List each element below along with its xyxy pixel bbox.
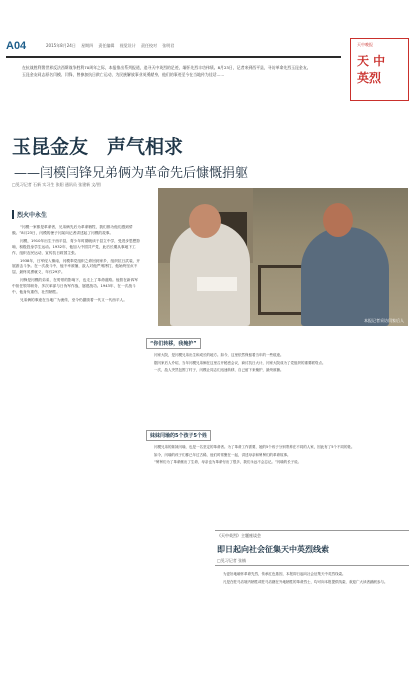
header-meta [46,43,178,49]
notice-title: 即日起向社会征集天中英烈线索 [217,545,329,554]
notice-byline: □见习记者 张楠 [217,558,247,563]
notice-paragraph: 凡是在驻马店境内牺牲或驻马店籍在外地牺牲的革命烈士，均可向本报提供线索，欢迎广大读者踊跃参与。 [223,579,388,584]
left-paragraph: 兄弟俩的事迹在当地广为流传，至今仍激励着一代又一代西平人。 [20,297,127,302]
section-title [357,53,385,87]
section-heading: “你们转移，我掩护” [146,338,201,349]
right-paragraph: 一次，敌人突然包围了村子，闫模让同志们迅速转移，自己留下来掩护，最终被捕。 [154,368,284,373]
notice-article [215,572,409,667]
photo-chair [258,265,304,315]
left-paragraph: 1938年，日军侵入豫南，闫模奉党组织之命回到家乡，组织抗日武装，开展游击斗争。在一次战斗中，他不幸被捕，敌人对他严刑拷打，他始终坚贞不屈，最终英勇就义，年仅29岁。 [12,258,141,275]
meta-item: 责任校对 [140,43,157,48]
left-paragraph: 闫模，1910年出生于西平县，青少年时期就读于县立中学，受进步思想影响，积极投身学生运动。1932年，他加入中国共产党，此后长期从事地下工作，组织农民运动，宣传抗日救国主张。 [12,238,141,255]
meta-item: 张明君 [162,43,175,48]
notice-box [215,530,409,566]
right-section-1 [146,338,401,376]
right-paragraph: 据闫家后人介绍，当年闫模兄弟俩在这里召开秘密会议，商讨抗日大计，闫家大院成为了党组织的重要联络点。 [154,360,326,365]
main-headline: 玉昆金友 声气相求 [12,136,184,158]
section-title-line1: 天 中 [357,54,386,68]
page-header [6,40,341,58]
notice-kicker: 《天中英烈》主题座谈会 [217,533,261,538]
notice-paragraph: 为更好地缅怀革命先烈，传承红色基因，本报即日起向社会征集天中英烈线索。 [223,572,346,576]
byline: □见习记者 石新 实习生 张阳 通讯员 张建新 文/图 [12,182,101,187]
feature-photo [158,188,408,326]
sub-headline: ——闫模闫锋兄弟俩为革命先后慷慨捐躯 [14,166,249,181]
photo-person-right-head [323,203,353,237]
photo-notebook [197,277,237,291]
right-paragraph: “舅舅们为了革命献出了生命，母亲也为革命付出了很多，我们永远不会忘记。”闫瑜的长子说。 [154,460,302,465]
meta-item: 2015年8月24日 [46,43,76,48]
right-paragraph: 如今，闫瑜的孩子们都已年过古稀，他们时常聚在一起，讲述母亲和舅舅们的革命故事。 [154,452,291,457]
photo-person-right [301,227,389,326]
meta-item: 责任编辑 [98,43,115,48]
photo-person-left [170,222,250,326]
intro-paragraph: 玉昆金友同志原名闫模、闫锋，曾参加抗日救亡运动，为民族解放事业英勇献身，他们的事迹至今在当地传为佳话…… [22,72,225,78]
photo-person-left-head [189,204,221,238]
right-paragraph: 闫模兄弟的妹妹闫瑜，也是一名坚定的革命者。为了革命工作需要，她的5个孩子分别寄养在不同的人家，因此有了5个不同的姓。 [154,445,355,449]
section-badge [350,38,409,101]
photo-caption: 本报记者采访闫家后人 [364,318,404,323]
right-paragraph: 闫家大院，是闫模兄弟出生和成长的地方。如今，这里依然保留着当年的一些痕迹。 [154,353,284,357]
section-heading: 妹妹闫瑜的5个孩子5个姓 [146,430,211,441]
meta-item: 星期四 [81,43,94,48]
right-section-2 [146,430,401,468]
intro-paragraph: 在抗战胜利暨世界反法西斯战争胜利70周年之际，本报推出系列报道，追寻天中英烈的足迹，缅怀先烈丰功伟绩。8月23日，记者来到西平县，寻访革命先烈玉昆金友。 [22,65,311,70]
newspaper-name: 天中晚报 [357,42,373,47]
left-section-label: 烈火中永生 [12,210,140,219]
left-paragraph: “闫模一家都是革命者，兄弟俩先后为革命牺牲，我们都为他们感到骄傲。”8月23日，闫模的侄子闫某向记者讲述起了闫模的故事。 [12,225,133,235]
meta-item: 视觉设计 [119,43,136,48]
page-number: A04 [6,40,27,52]
left-column [12,210,140,670]
left-paragraph: 闫锋是闫模的弟弟，在哥哥的影响下，也走上了革命道路。他曾在新四军中担任领导职务，多次率部与日伪军作战，屡建战功。1943年，在一次战斗中，他身负重伤，壮烈牺牲。 [12,278,138,295]
intro-text [12,65,339,80]
section-title-line2: 英烈 [357,71,382,85]
